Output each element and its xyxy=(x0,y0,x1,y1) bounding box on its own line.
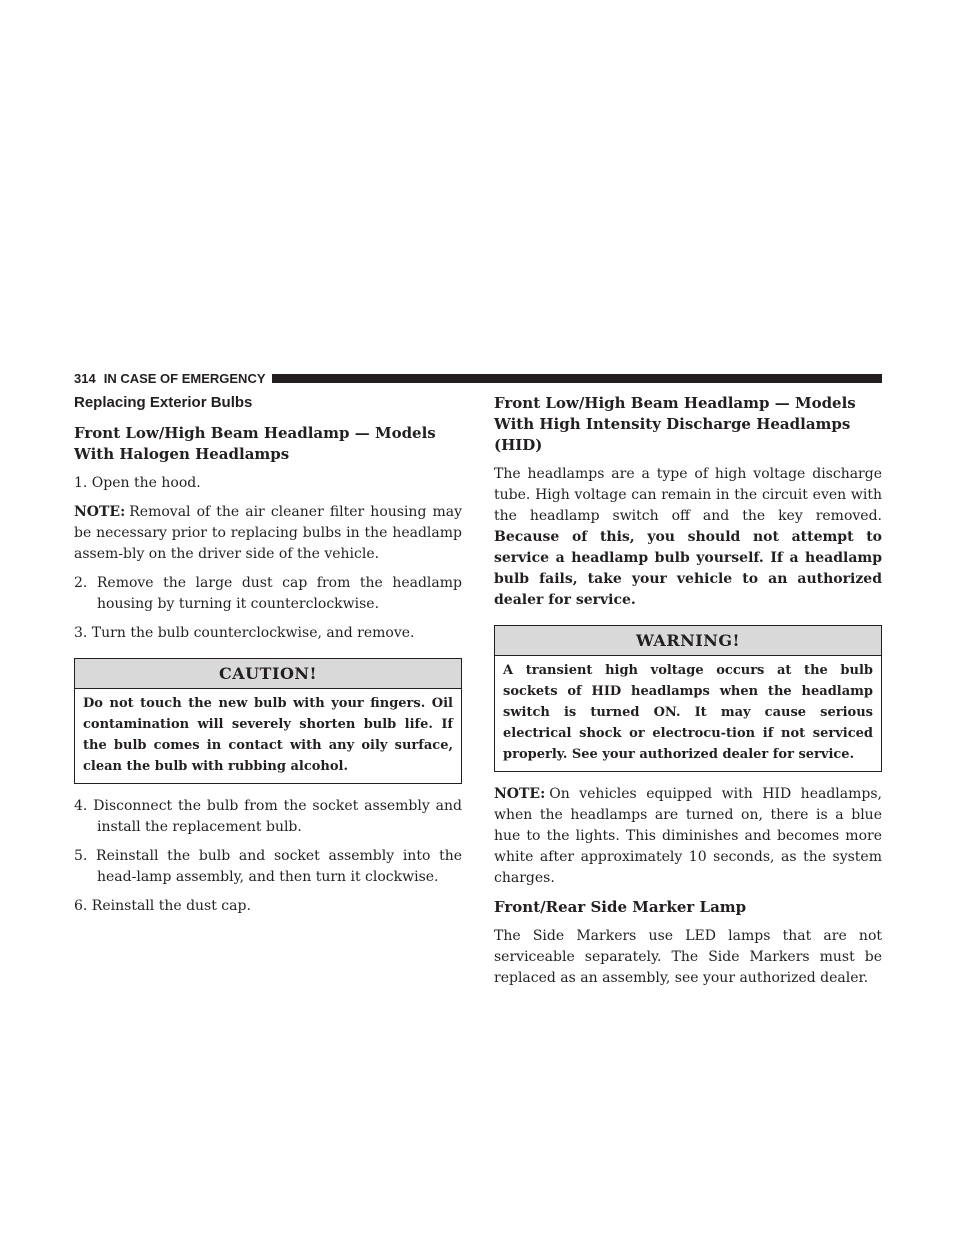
page-header xyxy=(74,367,882,389)
step-2: 2. Remove the large dust cap from the headlamp housing by turning it counterclockwise. xyxy=(74,575,462,612)
hid-paragraph-bold: Because of this, you should not attempt to service a headlamp bulb yourself. If a headlamp bulb fails, take your vehicle to an authorized dealer for service. xyxy=(494,529,882,608)
caution-title: CAUTION! xyxy=(75,659,461,689)
hid-note-text: On vehicles equipped with HID headlamps, when the headlamps are turned on, there is a blue hue to the lights. This diminishes and becomes more white after approximately 10 seconds, as the system charges. xyxy=(494,786,882,886)
left-column xyxy=(74,389,462,925)
hid-paragraph-text: The headlamps are a type of high voltage discharge tube. High voltage can remain in the circuit even with the headlamp switch off and the key removed. xyxy=(494,466,882,524)
section-name: IN CASE OF EMERGENCY xyxy=(103,370,266,386)
step-5: 5. Reinstall the bulb and socket assembly into the head-lamp assembly, and then turn it clockwise. xyxy=(74,848,462,885)
note-text: Removal of the air cleaner filter housing may be necessary prior to replacing bulbs in the headlamp assem-bly on the driver side of the vehicle. xyxy=(74,504,462,562)
step-4: 4. Disconnect the bulb from the socket assembly and install the replacement bulb. xyxy=(74,798,462,835)
section-title: Replacing Exterior Bulbs xyxy=(74,394,253,411)
step-3: 3. Turn the bulb counterclockwise, and remove. xyxy=(74,625,415,641)
page-number: 314 xyxy=(74,370,96,386)
header-rule xyxy=(272,374,883,383)
warning-box xyxy=(494,625,882,772)
step-1: 1. Open the hood. xyxy=(74,475,201,491)
right-column xyxy=(494,389,882,997)
hid-heading: Front Low/High Beam Headlamp — Models With High Intensity Discharge Headlamps (HID) xyxy=(494,394,856,454)
hid-note-label: NOTE: xyxy=(494,786,546,802)
hid-note-paragraph xyxy=(494,784,882,889)
note-paragraph xyxy=(74,502,462,565)
warning-text: A transient high voltage occurs at the bulb sockets of HID headlamps when the headlamp switch is turned ON. It may cause serious electrical shock or electrocu-tion if not serviced properly. See your authorized dealer for service. xyxy=(503,663,873,762)
caution-text: Do not touch the new bulb with your fingers. Oil contamination will severely shorten bulb life. If the bulb comes in contact with any oily surface, clean the bulb with rubbing alcohol. xyxy=(83,696,453,774)
halogen-heading: Front Low/High Beam Headlamp — Models With Halogen Headlamps xyxy=(74,424,436,463)
marker-paragraph: The Side Markers use LED lamps that are not serviceable separately. The Side Markers must be replaced as an assembly, see your authorized dealer. xyxy=(494,928,882,986)
note-label: NOTE: xyxy=(74,504,126,520)
marker-heading: Front/Rear Side Marker Lamp xyxy=(494,898,747,916)
caution-box xyxy=(74,658,462,784)
warning-title: WARNING! xyxy=(495,626,881,656)
hid-paragraph xyxy=(494,464,882,611)
step-6: 6. Reinstall the dust cap. xyxy=(74,898,251,914)
